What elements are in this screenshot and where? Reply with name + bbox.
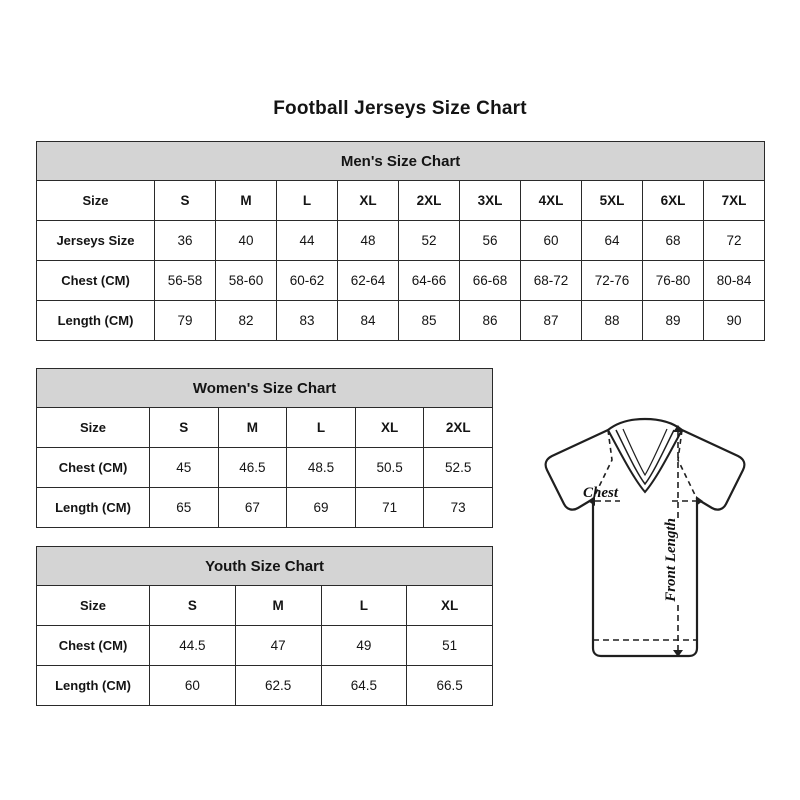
table-row (37, 488, 493, 528)
table-cell: 72 (704, 221, 765, 261)
row-label: Chest (CM) (37, 448, 150, 488)
column-header: 6XL (643, 181, 704, 221)
youth-size-chart-table (36, 546, 493, 706)
mens-size-chart-table (36, 141, 765, 341)
row-label: Size (37, 181, 155, 221)
table-cell: 66.5 (407, 666, 493, 706)
table-cell: 50.5 (355, 448, 424, 488)
row-label: Chest (CM) (37, 626, 150, 666)
column-header: L (321, 586, 407, 626)
mens-chart-heading: Men's Size Chart (37, 142, 765, 181)
table-row (37, 666, 493, 706)
table-cell: 51 (407, 626, 493, 666)
table-cell: 48.5 (287, 448, 356, 488)
table-row (37, 408, 493, 448)
column-header: M (216, 181, 277, 221)
table-cell: 73 (424, 488, 493, 528)
column-header: S (155, 181, 216, 221)
table-cell: 68 (643, 221, 704, 261)
table-cell: 64-66 (399, 261, 460, 301)
table-cell: 69 (287, 488, 356, 528)
column-header: XL (407, 586, 493, 626)
table-row (37, 181, 765, 221)
table-cell: 60 (521, 221, 582, 261)
row-label: Chest (CM) (37, 261, 155, 301)
row-label: Length (CM) (37, 666, 150, 706)
table-cell: 49 (321, 626, 407, 666)
womens-size-chart-table (36, 368, 493, 528)
row-label: Jerseys Size (37, 221, 155, 261)
table-cell: 68-72 (521, 261, 582, 301)
table-cell: 44 (277, 221, 338, 261)
table-cell: 76-80 (643, 261, 704, 301)
table-cell: 56-58 (155, 261, 216, 301)
column-header: L (277, 181, 338, 221)
table-cell: 86 (460, 301, 521, 341)
table-row (37, 221, 765, 261)
column-header: 5XL (582, 181, 643, 221)
table-row (37, 586, 493, 626)
table-cell: 71 (355, 488, 424, 528)
table-cell: 85 (399, 301, 460, 341)
table-cell: 88 (582, 301, 643, 341)
table-cell: 89 (643, 301, 704, 341)
table-cell: 47 (235, 626, 321, 666)
table-cell: 44.5 (150, 626, 236, 666)
jersey-outline-icon (500, 400, 790, 700)
column-header: S (150, 586, 236, 626)
column-header: 2XL (424, 408, 493, 448)
column-header: XL (355, 408, 424, 448)
row-label: Size (37, 586, 150, 626)
table-cell: 60 (150, 666, 236, 706)
table-row (37, 626, 493, 666)
table-cell: 67 (218, 488, 287, 528)
column-header: 2XL (399, 181, 460, 221)
table-cell: 46.5 (218, 448, 287, 488)
front-length-measurement-label: Front Length (663, 518, 679, 602)
table-cell: 56 (460, 221, 521, 261)
chest-measurement-label: Chest (583, 485, 619, 501)
table-section-header-row (37, 142, 765, 181)
column-header: L (287, 408, 356, 448)
table-cell: 66-68 (460, 261, 521, 301)
table-cell: 64.5 (321, 666, 407, 706)
table-section-header-row (37, 547, 493, 586)
table-cell: 52 (399, 221, 460, 261)
row-label: Length (CM) (37, 488, 150, 528)
column-header: S (150, 408, 219, 448)
table-cell: 82 (216, 301, 277, 341)
table-cell: 87 (521, 301, 582, 341)
table-cell: 58-60 (216, 261, 277, 301)
table-cell: 62.5 (235, 666, 321, 706)
table-row (37, 261, 765, 301)
table-cell: 79 (155, 301, 216, 341)
table-cell: 65 (150, 488, 219, 528)
womens-chart-heading: Women's Size Chart (37, 369, 493, 408)
table-cell: 62-64 (338, 261, 399, 301)
youth-chart-heading: Youth Size Chart (37, 547, 493, 586)
table-row (37, 448, 493, 488)
table-cell: 64 (582, 221, 643, 261)
table-cell: 80-84 (704, 261, 765, 301)
table-cell: 45 (150, 448, 219, 488)
column-header: XL (338, 181, 399, 221)
row-label: Size (37, 408, 150, 448)
jersey-measurement-diagram (500, 400, 790, 700)
table-cell: 90 (704, 301, 765, 341)
row-label: Length (CM) (37, 301, 155, 341)
column-header: M (235, 586, 321, 626)
column-header: M (218, 408, 287, 448)
page-title: Football Jerseys Size Chart (273, 98, 527, 119)
column-header: 4XL (521, 181, 582, 221)
table-cell: 52.5 (424, 448, 493, 488)
table-cell: 84 (338, 301, 399, 341)
column-header: 3XL (460, 181, 521, 221)
table-cell: 72-76 (582, 261, 643, 301)
table-cell: 48 (338, 221, 399, 261)
table-cell: 36 (155, 221, 216, 261)
column-header: 7XL (704, 181, 765, 221)
table-row (37, 301, 765, 341)
table-cell: 40 (216, 221, 277, 261)
table-section-header-row (37, 369, 493, 408)
table-cell: 83 (277, 301, 338, 341)
table-cell: 60-62 (277, 261, 338, 301)
